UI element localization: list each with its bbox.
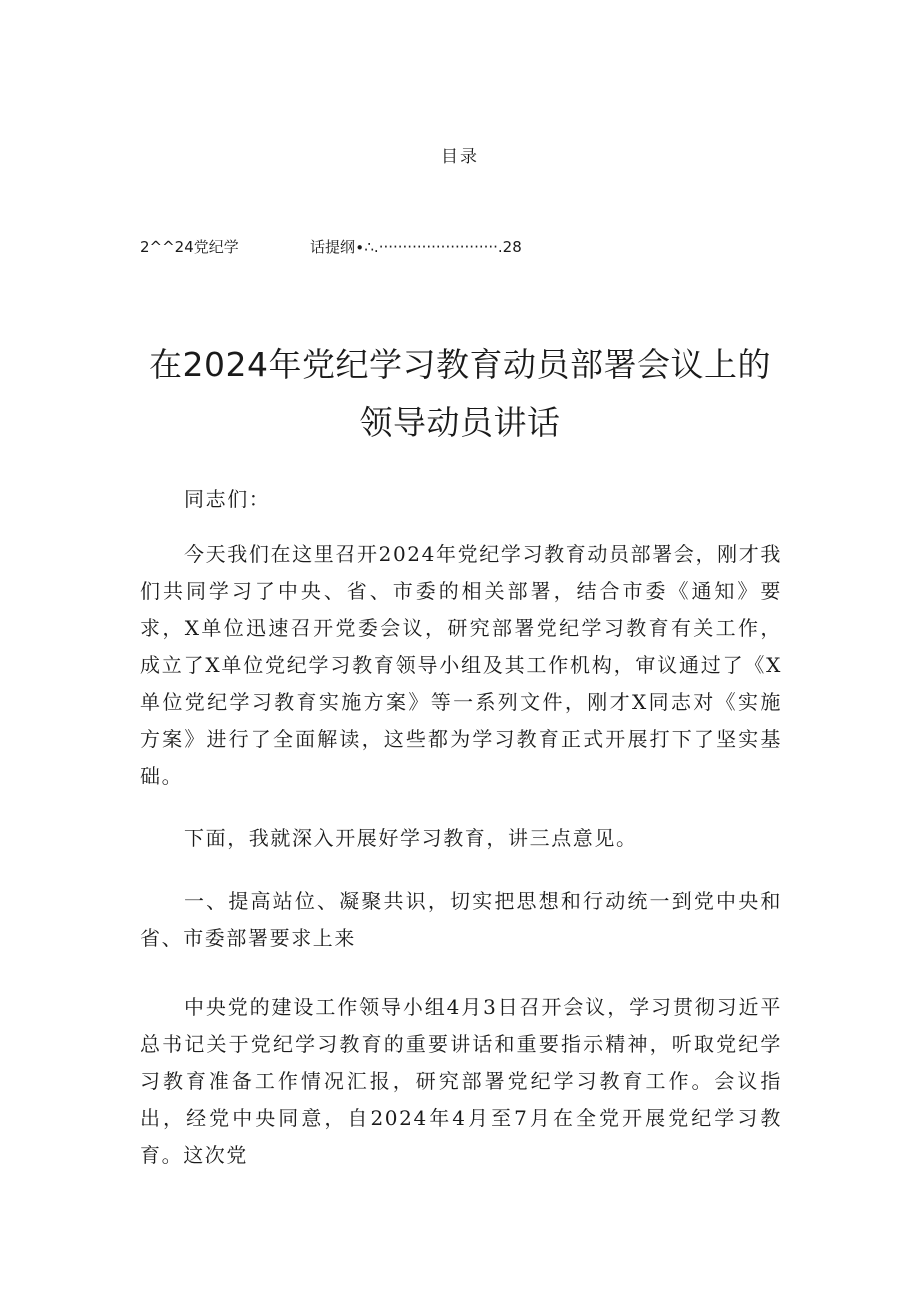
toc-entry-page: 话提纲∙∴.·························.28 [310, 238, 522, 256]
toc-heading: 目录 [441, 147, 479, 167]
section-heading-one: 一、提高站位、凝聚共识，切实把思想和行动统一到党中央和省、市委部署要求上来 [140, 889, 782, 950]
document-title-line-2: 领导动员讲话 [359, 403, 561, 442]
document-title [120, 336, 800, 452]
paragraph-section-one-body: 中央党的建设工作领导小组4月3日召开会议，学习贯彻习近平总书记关于党纪学习教育的重要讲话和重要指示精神，听取党纪学习教育准备工作情况汇报，研究部署党纪学习教育工作。会议指出，经党中央同意，自2024年4月至7月在全党开展党纪学习教育。这次党 [140, 995, 782, 1167]
paragraph-transition: 下面，我就深入开展好学习教育，讲三点意见。 [184, 826, 638, 850]
salutation: 同志们： [184, 487, 271, 511]
paragraph-opening: 今天我们在这里召开2024年党纪学习教育动员部署会，刚才我们共同学习了中央、省、市委的相关部署，结合市委《通知》要求，X单位迅速召开党委会议，研究部署党纪学习教育有关工作，成立了X单位党纪学习教育领导小组及其工作机构，审议通过了《X单位党纪学习教育实施方案》等一系列文件，刚才X同志对《实施方案》进行了全面解读，这些都为学习教育正式开展打下了坚实基础。 [140, 542, 782, 788]
toc-entry-title: 2^^24党纪学 [140, 238, 239, 256]
document-title-line-1: 在2024年党纪学习教育动员部署会议上的 [149, 345, 771, 384]
